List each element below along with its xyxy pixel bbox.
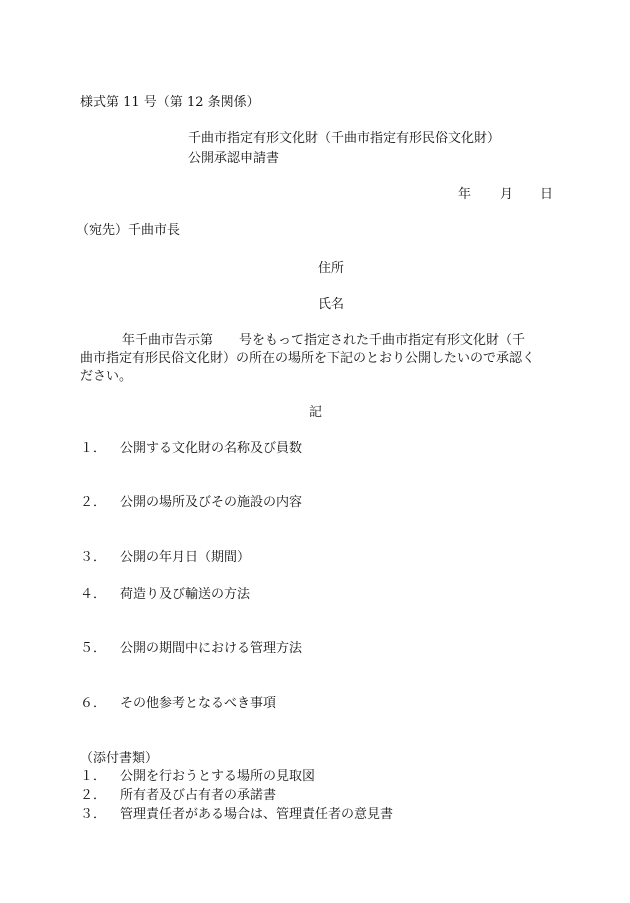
list-item-number: ５．: [80, 641, 107, 656]
request-paragraph-line-2: 曲市指定有形民俗文化財）の所在の場所を下記のとおり公開したいので承認く: [80, 351, 536, 366]
list-item-label: その他参考となるべき事項: [120, 696, 277, 711]
applicant-address-label: 住所: [318, 261, 345, 276]
list-item: [80, 586, 250, 604]
date-month-label: 月: [500, 187, 514, 202]
list-item-label: 公開する文化財の名称及び員数: [120, 441, 303, 456]
date-day-label: 日: [540, 187, 554, 202]
record-mark: 記: [309, 405, 323, 420]
list-item-label: 公開の期間中における管理方法: [120, 641, 303, 656]
date-year-label: 年: [458, 187, 472, 202]
list-item: [80, 440, 302, 458]
document-title-line-1: 千曲市指定有形文化財（千曲市指定有形民俗文化財）: [188, 131, 501, 146]
attachment-item-number: １．: [80, 769, 107, 784]
list-item-number: ３．: [80, 550, 107, 565]
attachment-item-number: ２．: [80, 788, 107, 803]
list-item: [80, 695, 276, 713]
list-item-label: 公開の年月日（期間）: [120, 550, 251, 565]
attachment-item-number: ３．: [80, 807, 107, 822]
list-item-label: 公開の場所及びその施設の内容: [120, 495, 303, 510]
list-item-label: 荷造り及び輸送の方法: [120, 587, 251, 602]
document-title-line-2: 公開承認申請書: [188, 151, 280, 166]
attachment-item: [80, 787, 276, 805]
list-item-number: １．: [80, 441, 107, 456]
request-paragraph: [80, 332, 550, 386]
addressee: （宛先）千曲市長: [76, 223, 181, 238]
list-item: [80, 494, 302, 512]
attachment-item: [80, 806, 393, 824]
form-number: 様式第 11 号（第 12 条関係）: [80, 95, 260, 110]
attachment-item-label: 所有者及び占有者の承諾書: [120, 788, 277, 803]
list-item-number: ２．: [80, 495, 107, 510]
list-item: [80, 640, 302, 658]
attachment-item-label: 管理責任者がある場合は、管理責任者の意見書: [120, 807, 394, 822]
list-item: [80, 549, 250, 567]
request-paragraph-line-1: 年千曲市告示第 号をもって指定された千曲市指定有形文化財（千: [122, 333, 526, 348]
request-paragraph-line-3: ださい。: [80, 369, 133, 384]
list-item-number: ４．: [80, 587, 107, 602]
applicant-name-label: 氏名: [318, 297, 345, 312]
list-item-number: ６．: [80, 696, 107, 711]
attachments-heading: （添付書類）: [80, 751, 159, 766]
attachment-item-label: 公開を行おうとする場所の見取図: [120, 769, 316, 784]
attachment-item: [80, 768, 315, 786]
